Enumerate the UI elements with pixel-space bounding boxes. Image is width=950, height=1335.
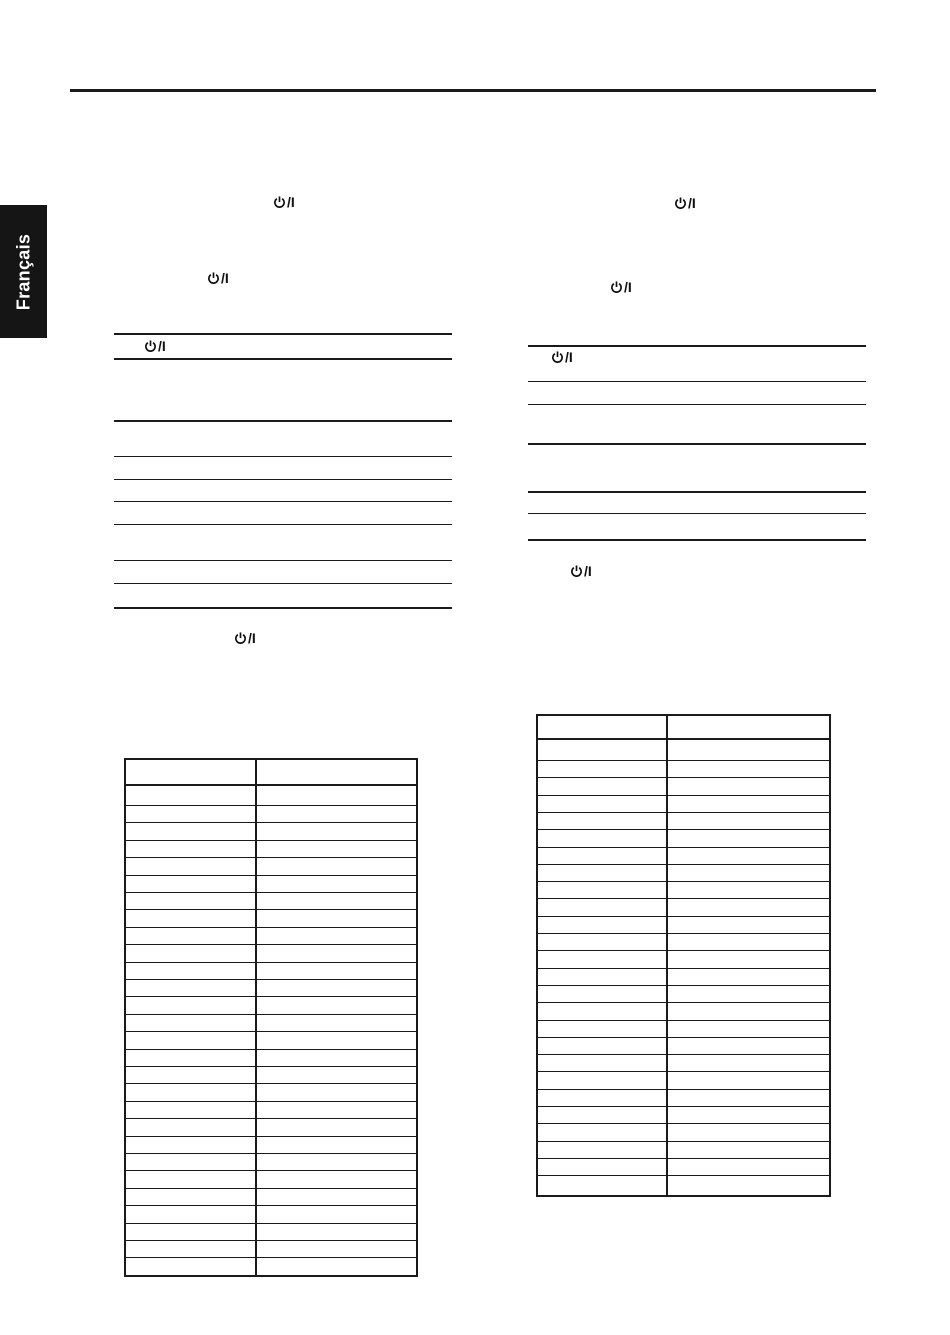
table-row-line bbox=[126, 1101, 416, 1102]
table-rule bbox=[114, 358, 452, 360]
power-standby-icon bbox=[551, 350, 564, 364]
table-row-line bbox=[126, 892, 416, 893]
table-row-line bbox=[538, 1071, 829, 1072]
power-standby-icon bbox=[273, 195, 286, 209]
table-rule bbox=[114, 333, 452, 335]
table-row-line bbox=[126, 944, 416, 945]
code-table-left bbox=[124, 758, 418, 1277]
table-row-line bbox=[538, 898, 829, 899]
table-row-line bbox=[126, 1066, 416, 1067]
table-row-line bbox=[126, 979, 416, 980]
table-row-line bbox=[126, 1240, 416, 1241]
power-standby-icon bbox=[570, 564, 583, 578]
table-row-line bbox=[126, 1118, 416, 1119]
power-symbol: /I bbox=[207, 271, 229, 285]
table-row-line bbox=[538, 1037, 829, 1038]
table-row-line bbox=[538, 1175, 829, 1176]
table-rule bbox=[528, 381, 866, 382]
table-row-line bbox=[538, 1158, 829, 1159]
table-rule bbox=[528, 491, 866, 493]
table-row-line bbox=[126, 1136, 416, 1137]
table-row-line bbox=[538, 1106, 829, 1107]
table-row-line bbox=[538, 1141, 829, 1142]
table-row-line bbox=[126, 927, 416, 928]
table-rule bbox=[114, 583, 452, 584]
table-rule bbox=[114, 607, 452, 609]
table-rule bbox=[528, 443, 866, 445]
power-symbol: /I bbox=[551, 350, 573, 364]
code-table-right bbox=[536, 714, 831, 1197]
table-rule bbox=[114, 456, 452, 457]
table-row-line bbox=[538, 812, 829, 813]
language-tab bbox=[0, 205, 47, 338]
power-standby-icon bbox=[674, 196, 687, 210]
table-row-line bbox=[538, 1123, 829, 1124]
power-symbol: /I bbox=[570, 564, 592, 578]
column-divider bbox=[255, 760, 257, 1275]
table-rule bbox=[528, 345, 866, 347]
header-divider bbox=[126, 784, 416, 786]
table-row-line bbox=[126, 805, 416, 806]
table-row-line bbox=[538, 968, 829, 969]
power-standby-icon bbox=[207, 271, 220, 285]
header-rule bbox=[70, 89, 876, 92]
power-symbol: /I bbox=[674, 196, 696, 210]
table-row-line bbox=[126, 909, 416, 910]
table-rule bbox=[114, 560, 452, 561]
table-row-line bbox=[538, 1089, 829, 1090]
table-row-line bbox=[126, 840, 416, 841]
table-row-line bbox=[126, 822, 416, 823]
table-row-line bbox=[126, 1153, 416, 1154]
power-standby-icon bbox=[234, 631, 247, 645]
table-row-line bbox=[126, 1170, 416, 1171]
language-tab-label: Français bbox=[13, 233, 33, 310]
table-row-line bbox=[538, 1002, 829, 1003]
table-row-line bbox=[126, 1031, 416, 1032]
table-row-line bbox=[126, 962, 416, 963]
table-row-line bbox=[126, 1083, 416, 1084]
table-row-line bbox=[538, 1054, 829, 1055]
table-rule bbox=[114, 479, 452, 480]
header-divider bbox=[538, 738, 829, 740]
power-standby-icon bbox=[144, 339, 157, 353]
power-symbol: /I bbox=[234, 631, 256, 645]
table-row-line bbox=[538, 829, 829, 830]
table-row-line bbox=[126, 1257, 416, 1258]
table-rule bbox=[114, 524, 452, 525]
table-row-line bbox=[126, 1223, 416, 1224]
table-rule bbox=[528, 513, 866, 514]
table-row-line bbox=[538, 950, 829, 951]
table-row-line bbox=[126, 1014, 416, 1015]
table-row-line bbox=[538, 864, 829, 865]
table-row-line bbox=[126, 1188, 416, 1189]
power-symbol: /I bbox=[273, 195, 295, 209]
power-symbol: /I bbox=[144, 339, 166, 353]
power-symbol: /I bbox=[610, 280, 632, 294]
table-row-line bbox=[538, 881, 829, 882]
table-row-line bbox=[538, 795, 829, 796]
table-rule bbox=[528, 404, 866, 405]
table-row-line bbox=[538, 985, 829, 986]
table-row-line bbox=[126, 996, 416, 997]
power-standby-icon bbox=[610, 280, 623, 294]
table-row-line bbox=[538, 933, 829, 934]
table-rule bbox=[528, 539, 866, 541]
table-row-line bbox=[538, 916, 829, 917]
table-row-line bbox=[126, 875, 416, 876]
table-row-line bbox=[538, 760, 829, 761]
table-row-line bbox=[538, 777, 829, 778]
table-row-line bbox=[126, 857, 416, 858]
table-rule bbox=[114, 420, 452, 422]
table-row-line bbox=[538, 1020, 829, 1021]
table-rule bbox=[114, 501, 452, 502]
table-row-line bbox=[126, 1205, 416, 1206]
table-row-line bbox=[538, 847, 829, 848]
table-row-line bbox=[126, 1049, 416, 1050]
